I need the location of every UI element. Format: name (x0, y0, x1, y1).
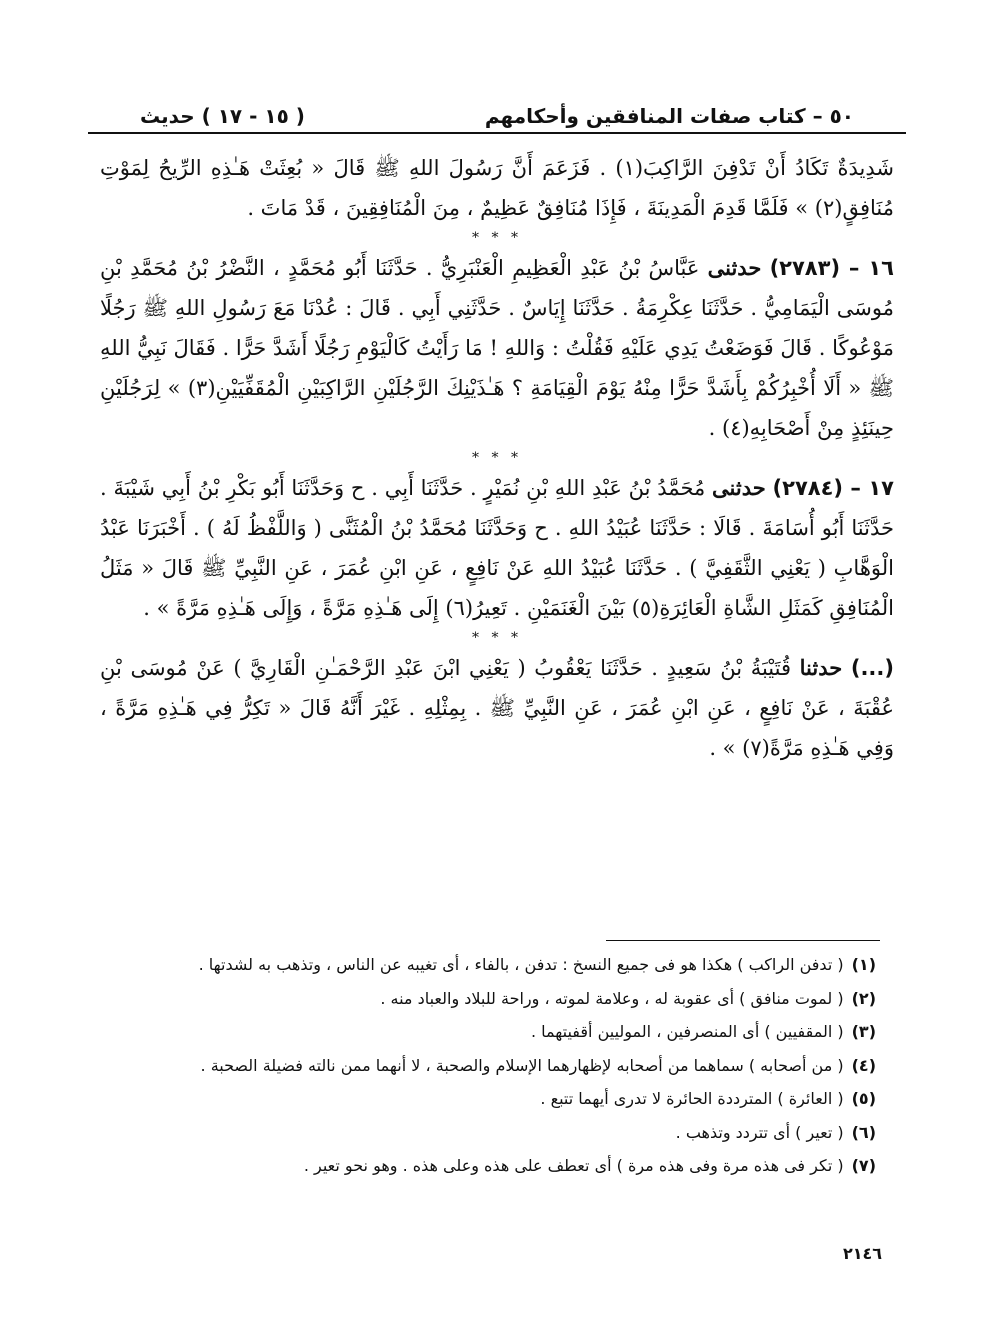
main-text (100, 148, 894, 768)
footnote-text: ( لموت منافق ) أى عقوبة له ، وعلامة لموته ، وراحة للبلاد والعباد منه . (380, 988, 844, 1008)
hadith-text: قُتَيْبَةُ بْنُ سَعِيدٍ . حَدَّثَنَا يَعْقُوبُ ( يَعْنِي ابْنَ عَبْدِ الرَّحْمَـٰنِ الْقَارِيَّ ) عَنْ مُوسَى بْنِ عُقْبَةَ ، عَنْ نَافِعٍ ، عَنِ ابْنِ عُمَرَ ، عَنِ النَّبِيِّ ﷺ . بِمِثْلِهِ . غَيْرَ أَنَّهُ قَالَ « تَكِرُّ فِي هَـٰذِهِ مَرَّةً ، وَفِي هَـٰذِهِ مَرَّةً(٧) » . (100, 656, 895, 760)
section-divider: * * * (472, 630, 522, 646)
footnote-item (100, 1116, 876, 1150)
hadith-lead-word: حدثنى (712, 475, 766, 500)
footnote-mark: (٢) (851, 988, 876, 1008)
page-code: ٢١٤٦ (842, 1244, 882, 1263)
section-divider: * * * (472, 230, 522, 246)
footnote-mark: (٧) (851, 1156, 876, 1175)
paragraph-text: شَدِيدَةٌ تَكَادُ أَنْ تَدْفِنَ الرَّاكِبَ(١) . فَزَعَمَ أَنَّ رَسُولَ اللهِ ﷺ قَالَ « بُعِثَتْ هَـٰذِهِ الرِّيحُ لِمَوْتِ مُنَافِقٍ(٢) » فَلَمَّا قَدِمَ الْمَدِينَةَ ، فَإِذَا مُنَافِقٌ عَظِيمٌ ، مِنَ الْمُنَافِقِينَ ، قَدْ مَاتَ . (100, 156, 895, 220)
footnote-item (100, 948, 876, 982)
footnote-rule (606, 940, 880, 941)
hadith-lead-word: حدثنا (799, 655, 843, 680)
footnote-item (100, 1015, 876, 1049)
hadith-number: ١٦ – (٢٧٨٣) (769, 256, 894, 280)
footnote-text: ( المقفيين ) أى المنصرفين ، الموليين أقفيتهما . (530, 1022, 844, 1041)
footnote-text: ( من أصحابه ) سماهما من أصحابه لإظهارهما الإسلام والصحبة ، لا أنهما ممن نالته فضيلة الصحبة . (200, 1055, 844, 1075)
footnote-text: ( تكر فى هذه مرة وفى هذه مرة ) أى تعطف على هذه وعلى هذه . وهو نحو تعير . (303, 1156, 844, 1175)
footnote-item (100, 1049, 876, 1083)
footnotes (100, 948, 876, 1183)
footnote-mark: (٦) (851, 1122, 876, 1142)
footnote-item (100, 1149, 876, 1183)
hadith-16 (100, 248, 894, 448)
footnote-item (100, 1082, 876, 1116)
footnote-text: ( تدفن الراكب ) هكذا هو فى جميع النسخ : تدفن ، بالفاء ، أى تغيبه عن الناس ، وتذهب به لشدتها . (198, 955, 844, 974)
hadith-lead-word: حدثنى (707, 255, 762, 280)
footnote-mark: (٤) (851, 1055, 876, 1075)
footnote-item (100, 982, 876, 1016)
hadith-number: (...) (850, 656, 894, 680)
hadith-number: ١٧ – (٢٧٨٤) (772, 476, 894, 500)
hadith-17-variant (100, 648, 894, 768)
footnote-mark: (٥) (851, 1089, 876, 1108)
header-page-title: ٥٠ – كتاب صفات المنافقين وأحكامهم (484, 104, 854, 128)
footnote-mark: (٣) (851, 1022, 876, 1041)
section-divider: * * * (472, 450, 522, 466)
hadith-17 (100, 468, 894, 628)
header-rule (88, 132, 906, 134)
running-header (140, 92, 854, 128)
header-hadith-range: ( ١٥ - ١٧ ) حديث (140, 104, 305, 128)
footnote-text: ( العائرة ) المترددة الحائرة لا تدرى أيهما تتبع . (540, 1089, 844, 1108)
footnote-text: ( تعير ) أى تتردد وتذهب . (675, 1122, 844, 1142)
hadith-text: مُحَمَّدُ بْنُ عَبْدِ اللهِ بْنِ نُمَيْرٍ . حَدَّثَنَا أَبِي . ح وَحَدَّثَنَا أَبُو بَكْرِ بْنُ أَبِي شَيْبَةَ . حَدَّثَنَا أَبُو أُسَامَةَ . قَالَا : حَدَّثَنَا عُبَيْدُ اللهِ . ح وَحَدَّثَنَا مُحَمَّدُ بْنُ الْمُثَنَّى ( وَاللَّفْظُ لَهُ ) . أَخْبَرَنَا عَبْدُ الْوَهَّابِ ( يَعْنِي الثَّقَفِيَّ ) . حَدَّثَنَا عُبَيْدُ اللهِ عَنْ نَافِعٍ ، عَنِ ابْنِ عُمَرَ ، عَنِ النَّبِيِّ ﷺ قَالَ « مَثَلُ الْمُنَافِقِ كَمَثَلِ الشَّاةِ الْعَائِرَةِ(٥) بَيْنَ الْغَنَمَيْنِ . تَعِيرُ(٦) إِلَى هَـٰذِهِ مَرَّةً ، وَإِلَى هَـٰذِهِ مَرَّةً » . (100, 476, 894, 620)
footnote-mark: (١) (851, 955, 876, 974)
hadith-text: عَبَّاسُ بْنُ عَبْدِ الْعَظِيمِ الْعَنْبَرِيُّ . حَدَّثَنَا أَبُو مُحَمَّدٍ ، النَّضْرُ بْنُ مُحَمَّدِ بْنِ مُوسَى الْيَمَامِيُّ . حَدَّثَنَا عِكْرِمَةُ . حَدَّثَنَا إِيَاسٌ . حَدَّثَنِي أَبِي . قَالَ : عُدْنَا مَعَ رَسُولِ اللهِ ﷺ رَجُلًا مَوْعُوكًا . قَالَ فَوَضَعْتُ يَدِي عَلَيْهِ فَقُلْتُ : وَاللهِ ! مَا رَأَيْتُ كَالْيَوْمِ رَجُلًا أَشَدَّ حَرًّا . فَقَالَ نَبِيُّ اللهِ ﷺ « أَلَا أُخْبِرُكُمْ بِأَشَدَّ حَرًّا مِنْهُ يَوْمَ الْقِيَامَةِ ؟ هَـٰذَيْنِكَ الرَّجُلَيْنِ الرَّاكِبَيْنِ الْمُقَفِّيَيْنِ(٣) » لِرَجُلَيْنِ حِينَئِذٍ مِنْ أَصْحَابِهِ(٤) . (100, 256, 894, 440)
paragraph-continuation (100, 148, 894, 228)
